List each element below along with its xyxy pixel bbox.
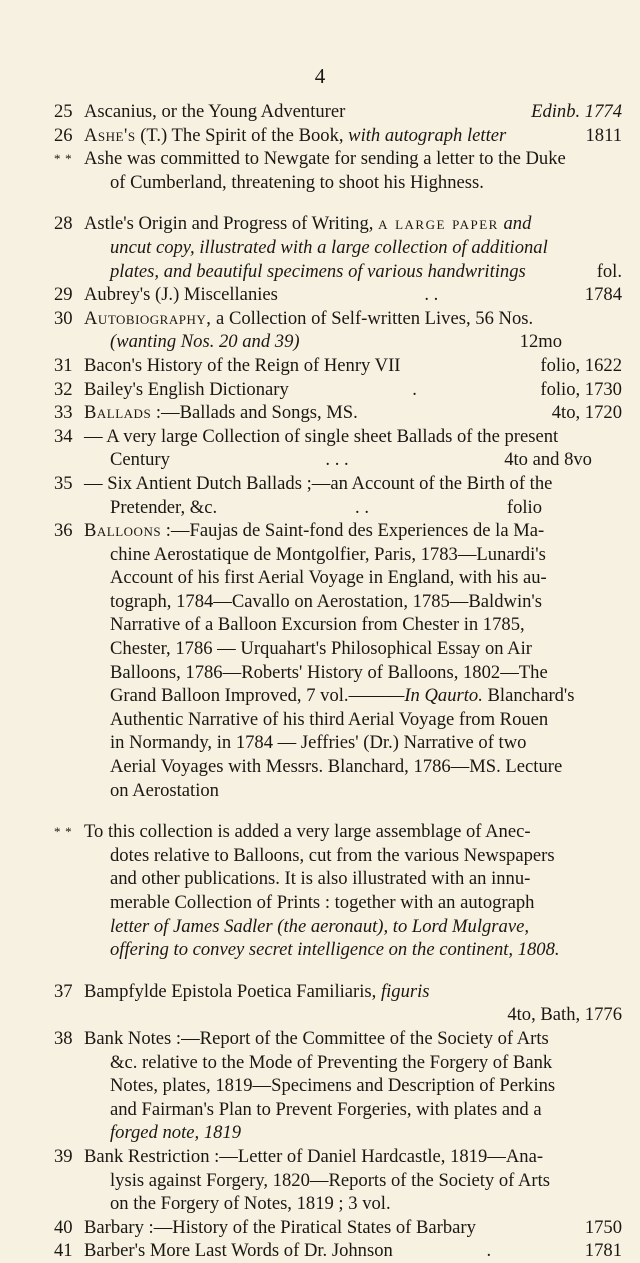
entry-line: Narrative of a Balloon Excursion from Chester in 1785, bbox=[110, 614, 525, 636]
entry-year: 1750 bbox=[584, 1216, 622, 1238]
entry-line: Grand Balloon Improved, 7 vol. bbox=[110, 685, 349, 707]
entry-title: Astle's Origin and Progress of Writing, bbox=[84, 213, 379, 235]
entry-note: uncut copy, illustrated with a large collection of additional bbox=[110, 236, 548, 258]
note-line: To this collection is added a very large assemblage of Anec- bbox=[84, 821, 531, 843]
entry-title: :—Ballads and Songs, MS. bbox=[151, 402, 358, 424]
entry-number: 26 bbox=[54, 124, 73, 146]
leader-dots: . . bbox=[355, 496, 369, 518]
entry-40 bbox=[54, 1216, 622, 1240]
note-line: offering to convey secret intelligence on the continent, 1808. bbox=[110, 939, 560, 961]
entry-line: Bank Restriction :—Letter of Daniel Hardcastle, 1819—Ana- bbox=[84, 1145, 544, 1167]
entry-line: Bank Notes :—Report of the Committee of the Society of Arts bbox=[84, 1027, 549, 1049]
note-line: and other publications. It is also illustrated with an innu- bbox=[110, 868, 531, 890]
entry-number: 40 bbox=[54, 1216, 73, 1238]
entry-note: with autograph letter bbox=[348, 124, 507, 146]
entry-author: Balloons bbox=[84, 520, 162, 542]
entry-line: Balloons, 1786—Roberts' History of Balloons, 1802—The bbox=[110, 661, 548, 683]
entry-41 bbox=[54, 1239, 622, 1263]
note-balloons bbox=[54, 820, 622, 962]
page-number: 4 bbox=[314, 64, 326, 88]
entry-line: in Normandy, in 1784 — Jeffries' (Dr.) Narrative of two bbox=[110, 732, 527, 754]
entry-format: folio, 1730 bbox=[540, 378, 622, 400]
catalogue-content bbox=[54, 100, 622, 1263]
entry-title: Bailey's English Dictionary bbox=[84, 378, 289, 400]
note-line: merable Collection of Prints : together with an autograph bbox=[110, 892, 535, 913]
entry-number: 25 bbox=[54, 101, 73, 122]
asterism: * * bbox=[54, 151, 73, 167]
note-line: dotes relative to Balloons, cut from the various Newspapers bbox=[110, 844, 555, 866]
note-line: letter of James Sadler (the aeronaut), to Lord Mulgrave, bbox=[110, 915, 529, 937]
entry-28 bbox=[54, 212, 622, 283]
entry-number: 41 bbox=[54, 1240, 73, 1262]
entry-number: 34 bbox=[54, 425, 73, 447]
entry-31 bbox=[54, 354, 622, 378]
entry-number: 33 bbox=[54, 402, 73, 424]
entry-title: (T.) The Spirit of the Book, bbox=[135, 124, 349, 146]
entry-number: 39 bbox=[54, 1145, 73, 1167]
entry-title: Bampfylde Epistola Poetica Familiaris, bbox=[84, 980, 381, 1002]
entry-year: 1781 bbox=[584, 1240, 622, 1262]
entry-format: 12mo bbox=[519, 331, 562, 353]
entry-title-cont: Pretender, &c. bbox=[110, 496, 218, 518]
entry-note: plates, and beautiful specimens of various handwritings bbox=[110, 260, 526, 282]
entry-line: Account of his first Aerial Voyage in England, with his au- bbox=[110, 567, 547, 589]
entry-38 bbox=[54, 1027, 622, 1145]
entry-title: Barbary :—History of the Piratical States of Barbary bbox=[84, 1216, 476, 1238]
entry-line: and Fairman's Plan to Prevent Forgeries, with plates and a bbox=[110, 1098, 542, 1120]
leader-dots: . bbox=[486, 1240, 492, 1262]
entry-number: 32 bbox=[54, 378, 73, 400]
entry-author: Autobiography, bbox=[84, 307, 212, 329]
entry-number: 37 bbox=[54, 980, 73, 1002]
entry-37 bbox=[54, 980, 622, 1027]
entry-year: 1784 bbox=[584, 284, 622, 306]
entry-line: Chester, 1786 — Urquahart's Philosophical Essay on Air bbox=[110, 638, 532, 660]
note-line: Ashe was committed to Newgate for sending a letter to the Duke bbox=[84, 148, 566, 170]
entry-number: 29 bbox=[54, 284, 73, 306]
entry-line: Notes, plates, 1819—Specimens and Description of Perkins bbox=[110, 1075, 556, 1097]
entry-line: :—Faujas de Saint-fond des Experiences de la Ma- bbox=[161, 520, 545, 542]
entry-36: 36 Balloons :—Faujas de Saint-fond des Experiences de la Ma- chine Aerostatique de Montgolfier, Paris, 1783—Lunardi's Account of his first Aerial Voyage in England, with his au- tograph, 1784—Cavallo on Aerostation, 1785—Baldwin's Narrative of a Balloon Excursion from Chester in 1785, Chester, 1786 — Urquahart's Philosophical Essay on Air Balloons, 1786—Roberts' History of Balloons, 1802—The Grand Balloon Improved, 7 vol.———In Qaurto. Blanchard's Authentic Narrative of his third Aerial Voyage from Rouen in Normandy, in 1784 — Jeffries' (Dr.) Narrative of two Aerial Voyages with Messrs. Blanchard, 1786—MS. Lecture on Aerostation bbox=[54, 520, 575, 801]
entry-number: 38 bbox=[54, 1027, 73, 1049]
entry-edition: a large paper bbox=[378, 213, 499, 235]
entry-line: forged note, 1819 bbox=[110, 1122, 242, 1144]
entry-format: folio bbox=[506, 496, 542, 518]
leader-dots: . . bbox=[424, 284, 439, 306]
entry-title: — A very large Collection of single sheet Ballads of the present bbox=[84, 425, 559, 447]
entry-30 bbox=[54, 307, 622, 354]
entry-line: on the Forgery of Notes, 1819 ; 3 vol. bbox=[110, 1193, 391, 1215]
asterism: * * bbox=[54, 824, 73, 840]
entry-author: Ashe's bbox=[84, 124, 136, 146]
entry-number: 28 bbox=[54, 213, 73, 235]
entry-25 bbox=[54, 100, 622, 124]
leader-dots: . . . bbox=[325, 449, 349, 471]
entry-format: fol. bbox=[596, 260, 622, 282]
note-line: of Cumberland, threatening to shoot his Highness. bbox=[110, 171, 484, 193]
entry-line: on Aerostation bbox=[110, 779, 219, 801]
entry-format: folio, 1622 bbox=[540, 354, 622, 376]
entry-format: 4to, 1720 bbox=[551, 402, 622, 424]
entry-author: Ballads bbox=[84, 402, 152, 424]
entry-number: 36 bbox=[54, 520, 73, 542]
entry-title: Barber's More Last Words of Dr. Johnson bbox=[84, 1240, 393, 1262]
entry-35 bbox=[54, 472, 622, 519]
entry-number: 31 bbox=[54, 354, 73, 376]
entry-32 bbox=[54, 378, 622, 402]
entry-format: 4to and 8vo bbox=[504, 449, 592, 471]
note-ashe bbox=[54, 147, 622, 194]
entry-note: and bbox=[498, 213, 532, 235]
entry-line: chine Aerostatique de Montgolfier, Paris, 1783—Lunardi's bbox=[110, 543, 546, 565]
entry-note: (wanting Nos. 20 and 39) bbox=[110, 331, 300, 353]
entry-line: &c. relative to the Mode of Preventing the Forgery of Bank bbox=[110, 1051, 553, 1073]
entry-34 bbox=[54, 425, 622, 472]
entry-place-year: Edinb. 1774 bbox=[531, 101, 622, 122]
entry-26 bbox=[54, 124, 622, 148]
entry-title: a Collection of Self-written Lives, 56 Nos. bbox=[211, 307, 534, 329]
entry-year: 1811 bbox=[585, 124, 622, 146]
entry-line: Blanchard's bbox=[482, 685, 575, 707]
entry-39 bbox=[54, 1145, 622, 1216]
entry-title: Bacon's History of the Reign of Henry VII bbox=[84, 354, 401, 376]
entry-line: Aerial Voyages with Messrs. Blanchard, 1786—MS. Lecture bbox=[110, 756, 563, 778]
entry-note: figuris bbox=[380, 980, 430, 1002]
entry-29 bbox=[54, 283, 622, 307]
entry-note: In Qaurto. bbox=[404, 685, 483, 707]
entry-title: Ascanius, or the Young Adventurer bbox=[84, 101, 346, 122]
leader-dots: . bbox=[412, 378, 417, 400]
entry-number: 30 bbox=[54, 307, 73, 329]
entry-33 bbox=[54, 401, 622, 425]
entry-format: 4to, Bath, 1776 bbox=[507, 1004, 622, 1026]
entry-title-cont: Century bbox=[110, 449, 170, 471]
entry-title: Aubrey's (J.) Miscellanies bbox=[84, 284, 278, 306]
entry-line: tograph, 1784—Cavallo on Aerostation, 1785—Baldwin's bbox=[110, 590, 542, 612]
entry-number: 35 bbox=[54, 472, 73, 494]
entry-line: lysis against Forgery, 1820—Reports of the Society of Arts bbox=[110, 1169, 551, 1191]
entry-line: Authentic Narrative of his third Aerial Voyage from Rouen bbox=[110, 708, 549, 730]
entry-title: — Six Antient Dutch Ballads ;—an Account of the Birth of the bbox=[84, 472, 553, 494]
